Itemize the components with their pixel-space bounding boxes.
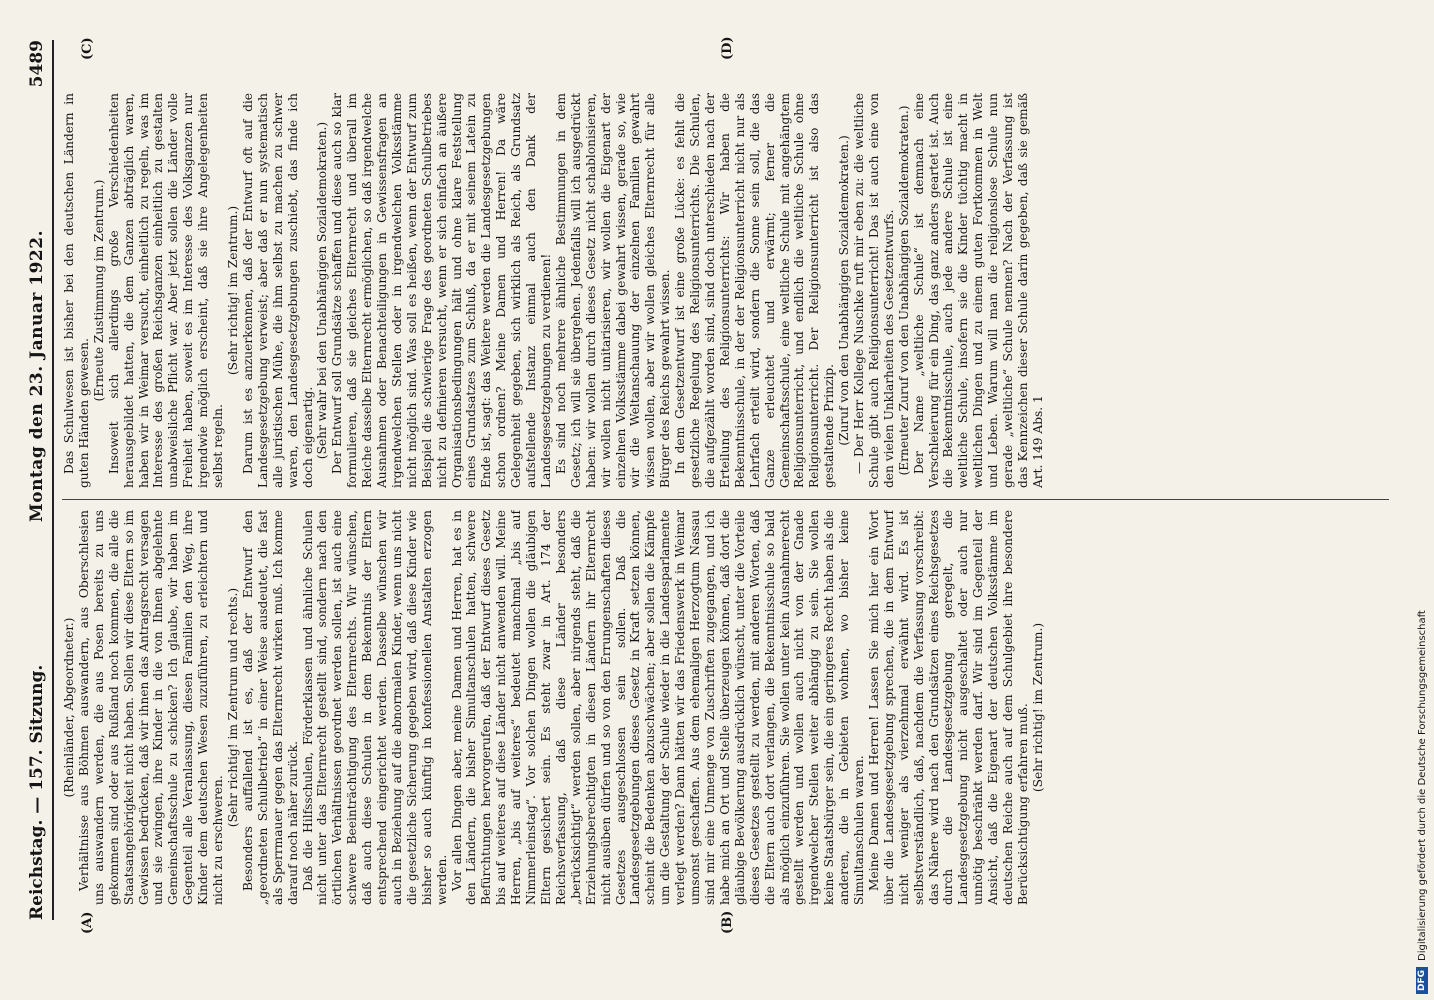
- footer-text: Digitalisierung gefördert durch die Deutsche Forschungsgemeinschaft: [1416, 610, 1428, 961]
- paragraph: (Sehr wahr bei den Unabhängigen Sozialdemokraten.): [315, 121, 330, 460]
- page-header: [22, 40, 54, 920]
- dfg-logo: DFG: [1416, 967, 1428, 994]
- paragraph: (Rheinländer, Abgeordneter.): [62, 617, 76, 798]
- paragraph: Besonders auffallend ist es, daß der Entwurf den „geordneten Schulbetrieb“ in einer Weise ausdeutet, die fast als Sperrmauer gegen das Elternrecht wirken muß. Ich komme darauf noch näher zurück.: [240, 510, 300, 905]
- paragraph: (Zuruf von den Unabhängigen Sozialdemokraten.): [837, 135, 852, 446]
- left-column: [62, 510, 1394, 905]
- margin-mark-c: (C): [80, 37, 95, 60]
- paragraph: — Der Herr Kollege Nuschke ruft mir eben zu: die weltliche Schule gibt auch Religionsunterricht! Das ist auch eine von den vielen Unklarheiten des Gesetzentwurfs.: [852, 93, 896, 488]
- paragraph: (Sehr richtig! im Zentrum.): [225, 205, 240, 376]
- paragraph: (Sehr richtig! im Zentrum.): [1030, 622, 1045, 793]
- header-left: Reichstag. — 157. Sitzung.: [27, 664, 47, 920]
- paragraph: Darum ist es anzuerkennen, daß der Entwurf oft auf die Landesgesetzgebung verweist; aber daß er nun systematisch alle juristischen Mühe, die ihm selbst zu machen zu schwer waren, den Landesgesetzgebungen zuschiebt, das finde ich doch eigenartig.: [240, 93, 315, 488]
- margin-mark-a: (A): [80, 911, 95, 934]
- paragraph: Vor allen Dingen aber, meine Damen und Herren, hat es in den Ländern, die bisher Simultanschulen hatten, schwere Befürchtungen hervorgerufen, daß der Entwurf dieses Gesetz bis auf weiteres auf diese Länder nicht anwenden will. Meine Herren, „bis auf weiteres“ bedeutet manchmal „bis auf Nimmerleinstag“. Vor solchen Dingen wollen die gläubigen Eltern gesichert sein. Es steht zwar in Art. 174 der Reichsverfassung, daß diese Länder besonders „berücksichtigt“ werden sollen, aber nirgends steht, daß die Erziehungsberechtigten in diesen Ländern ihr Elternrecht nicht ausüben dürfen und so von den Errungenschaften dieses Gesetzes ausgeschlossen sein sollen. Daß die Landesgesetzgebungen dieses Gesetz in Kraft setzen können, scheint die Bedenken abzuschwächen; aber sollen die Kämpfe um die Gestaltung der Schule wieder in die Landesparlamente verlegt werden? Dann hätten wir das Friedenswerk in Weimar umsonst geschaffen. Aus dem ehemaligen Herzogtum Nassau sind mir eine Unmenge von Zuschriften zugegangen, und ich habe mich an Ort und Stelle überzeugen können, daß dort die gläubige Bevölkerung ausdrücklich wünscht, unter die Vorteile dieses Gesetzes gestellt zu werden, mit anderen Worten, daß die Eltern auch dort verlangen, die Bekenntnisschule so bald als möglich einzuführen. Sie wollen unter kein Ausnahmerecht gestellt werden und wollen auch nicht von der Gnade irgendwelcher Stellen weiter abhängig zu sein. Sie wollen keine Staatsbürger sein, die ein geringeres Recht haben als die anderen, die in Gebieten wohnen, wo bisher keine Simultanschulen waren.: [449, 510, 867, 905]
- page-number: 5489: [27, 40, 47, 88]
- paragraph: (Erneuter Zuruf von den Unabhängigen Sozialdemokraten.): [896, 105, 911, 476]
- right-column: [62, 93, 1394, 488]
- header-center: Montag den 23. Januar 1922.: [27, 229, 47, 523]
- paragraph: Insoweit sich allerdings große Verschiedenheiten herausgebildet hatten, die dem Ganzen abträglich waren, haben wir in Weimar versucht, einheitlich zu regeln, was im Interesse des großen Reichsganzen einheitlich zu gestalten unabweisliche Pflicht war. Aber jetzt sollen die Länder volle Freiheit haben, soweit es im Interesse des Volksganzen nur irgendwie möglich erscheint, daß sie ihre Angelegenheiten selbst regeln.: [106, 93, 226, 488]
- paragraph: Verhältnisse aus Böhmen auswandern, aus Oberschlesien uns auswandern werden, die aus Posen bereits zu uns gekommen sind oder aus Rußland noch kommen, die alle die Staatsangehörigkeit nicht haben. Sollen wir diese Eltern so im Gewissen bedrücken, daß wir ihnen das Antragsrecht versagen und sie zwingen, ihre Kinder in die von Ihnen abgelehnte Gemeinschaftsschule zu schicken? Ich glaube, wir haben im Gegenteil alle Veranlassung, diesen Familien den Weg, ihre Kinder dem deutschen Wesen zuzuführen, zu erleichtern und nicht zu erschweren.: [76, 510, 226, 905]
- paragraph: Der Name „weltliche Schule“ ist demnach eine Verschleierung für ein Ding, das ganz anders geartet ist. Auch die Bekenntnisschule, auch jede andere Schule ist eine weltliche Schule, insofern sie die Kinder tüchtig macht in weltlichen Dingen und zu einem guten Fortkommen in Welt und Leben. Warum will man die religionslose Schule nun gerade „weltliche“ Schule nennen? Nach der Verfassung ist das Kennzeichen dieser Schule darin gegeben, daß sie gemäß Art. 149 Abs. 1: [911, 93, 1045, 488]
- paragraph: Daß die Hilfsschulen, Förderklassen und ähnliche Schulen nicht unter das Elternrecht gestellt sind, sondern nach den örtlichen Verhältnissen geordnet werden sollen, ist auch eine schwere Beeinträchtigung des Elternrechts. Wir wünschen, daß auch diese Schulen in dem Bekenntnis der Eltern entsprechend eingerichtet werden. Dasselbe wünschen wir auch in Beziehung auf die abnormalen Kinder, wenn uns nicht die gesetzliche Sicherung gegeben wird, daß diese Kinder wie bisher so auch künftig in konfessionellen Anstalten erzogen werden.: [300, 510, 449, 905]
- column-divider: [62, 499, 1389, 500]
- paragraph: Das Schulwesen ist bisher bei den deutschen Ländern in guten Händen gewesen.: [62, 93, 91, 488]
- paragraph: Es sind noch mehrere ähnliche Bestimmungen in dem Gesetz; ich will sie übergehen. Jedenfalls will ich ausgedrückt haben: wir wollen durch dieses Gesetz nicht schablonisieren, wir wollen nicht unitarisieren, wir wollen die Eigenart der einzelnen Volksstämme dabei gewahrt wissen, gerade so, wie wir die Weltanschauung der einzelnen Familien gewahrt wissen wollen, aber wir wollen gleiches Elternrecht für alle Bürger des Reichs gewahrt wissen.: [553, 93, 673, 488]
- footer: [1416, 610, 1428, 994]
- paragraph: Der Entwurf soll Grundsätze schaffen und diese auch so klar formulieren, daß sie gleiches Elternrecht und überall im Reiche dasselbe Elternrecht ermöglichen, so daß irgendwelche Ausnahmen oder Benachteiligungen in Gewissensfragen an irgendwelchen Stellen oder in irgendwelchen Volksstämme nicht möglich sind. Was soll es heißen, wenn der Entwurf zum Beispiel die schwierige Frage des geordneten Schulbetriebes nicht zu definieren versucht, wenn er sich einfach an äußere Organisationsbedingungen hält und ohne klare Feststellung eines Grundsatzes zum Schluß, da er mit seinem Latein zu Ende ist, sagt: das Weitere werden die Landesgesetzgebungen schon ordnen? Meine Damen und Herren! Da wäre Gelegenheit gegeben, sich wirklich als Reich, als Grundsatz aufstellende Instanz einmal auch den Dank der Landesgesetzgebungen zu verdienen!: [330, 93, 553, 488]
- margin-mark-b: (B): [720, 910, 735, 934]
- margin-mark-d: (D): [720, 36, 735, 60]
- paragraph: (Sehr richtig! im Zentrum und rechts.): [225, 587, 240, 828]
- paragraph: (Erneute Zustimmung im Zentrum.): [91, 179, 106, 402]
- paragraph: Meine Damen und Herren! Lassen Sie mich hier ein Wort über die Landesgesetzgebung sprechen, die in dem Entwurf nicht weniger als vierzehnmal erwähnt wird. Es ist selbstverständlich, daß, nachdem die Verfassung vorschreibt: das Nähere wird nach den Grundsätzen eines Reichsgesetzes durch die Landesgesetzgebung geregelt, die Landesgesetzgebung nicht ausgeschaltet oder auch nur unnötig beschränkt werden darf. Wir sind im Gegenteil der Ansicht, daß die Eigenart der deutschen Volksstämme im deutschen Reiche auch auf dem Schulgebiet ihre besondere Berücksichtigung erfahren muß.: [866, 510, 1030, 905]
- paragraph: In dem Gesetzentwurf ist eine große Lücke: es fehlt die gesetzliche Regelung des Religionsunterrichts. Die Schulen, die aufgezählt worden sind, sind doch unterschieden nach der Erteilung des Religionsunterrichts: Wir haben die Bekenntnisschule, in der der Religionsunterricht nicht nur als Lehrfach erteilt wird, sondern die Sonne sein soll, die das Ganze erleuchtet und erwärmt; ferner die Gemeinschaftsschule, eine weltliche Schule mit angehängtem Religionsunterricht, und endlich die weltliche Schule ohne Religionsunterricht. Der Religionsunterricht ist also das gestaltende Prinzip.: [673, 93, 837, 488]
